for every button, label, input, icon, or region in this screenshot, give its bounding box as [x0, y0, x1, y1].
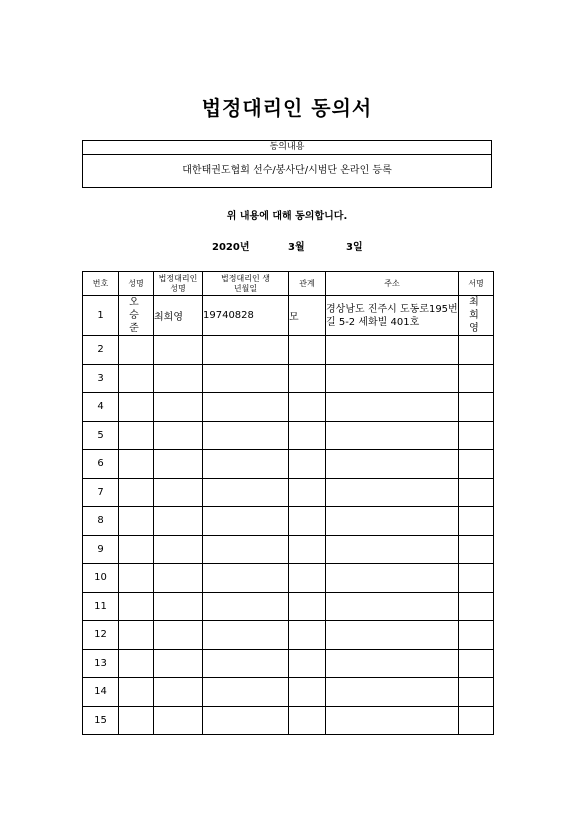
- row-name: [119, 421, 154, 450]
- date-month: 3월: [288, 242, 305, 253]
- table-row: [83, 421, 494, 450]
- row-name: [119, 393, 154, 422]
- row-address: [326, 678, 459, 707]
- row-guardian-birth: [203, 564, 289, 593]
- row-guardian-name: [154, 678, 203, 707]
- row-address: [326, 507, 459, 536]
- row-guardian-name: [154, 621, 203, 650]
- row-signature: [459, 706, 494, 735]
- table-row: [83, 649, 494, 678]
- row-number: 7: [83, 478, 119, 507]
- row-relation: [289, 421, 326, 450]
- row-relation: [289, 564, 326, 593]
- row-address: [326, 706, 459, 735]
- row-guardian-birth: [203, 535, 289, 564]
- row-guardian-birth: [203, 649, 289, 678]
- table-row: [83, 507, 494, 536]
- row-relation: [289, 706, 326, 735]
- table-row: [83, 296, 494, 336]
- row-relation: [289, 478, 326, 507]
- row-signature: [459, 564, 494, 593]
- row-signature: 최 희 영: [459, 296, 494, 336]
- row-signature: [459, 393, 494, 422]
- row-number: 8: [83, 507, 119, 536]
- row-address: [326, 478, 459, 507]
- row-number: 10: [83, 564, 119, 593]
- row-relation: [289, 649, 326, 678]
- header-no: 번호: [83, 272, 119, 296]
- row-guardian-birth: [203, 592, 289, 621]
- row-number: 2: [83, 336, 119, 365]
- row-relation: [289, 393, 326, 422]
- row-relation: [289, 336, 326, 365]
- row-address: [326, 393, 459, 422]
- row-guardian-birth: [203, 364, 289, 393]
- row-name: [119, 450, 154, 479]
- row-number: 4: [83, 393, 119, 422]
- row-name: [119, 564, 154, 593]
- row-guardian-name: [154, 478, 203, 507]
- row-guardian-birth: [203, 393, 289, 422]
- row-address: [326, 421, 459, 450]
- row-address: [326, 364, 459, 393]
- row-number: 11: [83, 592, 119, 621]
- row-guardian-name: [154, 706, 203, 735]
- row-signature: [459, 678, 494, 707]
- row-address: [326, 649, 459, 678]
- row-signature: [459, 592, 494, 621]
- row-relation: [289, 364, 326, 393]
- row-number: 6: [83, 450, 119, 479]
- table-row: [83, 621, 494, 650]
- row-guardian-name: [154, 393, 203, 422]
- row-signature: [459, 649, 494, 678]
- row-guardian-birth: [203, 678, 289, 707]
- header-guardian-birth: 법정대리인 생년월일: [203, 272, 289, 296]
- row-guardian-name: [154, 336, 203, 365]
- row-guardian-birth: [203, 450, 289, 479]
- row-guardian-name: [154, 507, 203, 536]
- row-signature: [459, 478, 494, 507]
- row-guardian-birth: [203, 336, 289, 365]
- row-name: [119, 507, 154, 536]
- row-address: [326, 535, 459, 564]
- table-row: [83, 678, 494, 707]
- row-address: [326, 450, 459, 479]
- row-guardian-name: [154, 364, 203, 393]
- row-number: 12: [83, 621, 119, 650]
- row-guardian-name: [154, 649, 203, 678]
- row-guardian-birth: [203, 478, 289, 507]
- row-guardian-birth: [203, 507, 289, 536]
- row-number: 14: [83, 678, 119, 707]
- row-address: [326, 592, 459, 621]
- row-signature: [459, 621, 494, 650]
- document-title: 법정대리인 동의서: [201, 96, 373, 120]
- header-signature: 서명: [459, 272, 494, 296]
- row-guardian-name: [154, 450, 203, 479]
- row-number: 15: [83, 706, 119, 735]
- row-name: [119, 649, 154, 678]
- row-number: 5: [83, 421, 119, 450]
- table-row: [83, 478, 494, 507]
- row-relation: [289, 592, 326, 621]
- table-header-row: [83, 272, 494, 296]
- table-row: [83, 706, 494, 735]
- row-relation: [289, 450, 326, 479]
- consent-text: 대한태권도협회 선수/봉사단/시범단 온라인 등록: [182, 165, 392, 176]
- header-guardian-name: 법정대리인 성명: [154, 272, 203, 296]
- row-name: 오 승 준: [119, 296, 154, 336]
- agreement-statement: 위 내용에 대해 동의합니다.: [226, 211, 348, 222]
- row-number: 9: [83, 535, 119, 564]
- row-guardian-name: [154, 421, 203, 450]
- row-name: [119, 621, 154, 650]
- row-name: [119, 535, 154, 564]
- row-guardian-birth: [203, 621, 289, 650]
- row-guardian-birth: 19740828: [203, 296, 289, 336]
- table-row: [83, 450, 494, 479]
- row-signature: [459, 535, 494, 564]
- date-year: 2020년: [212, 242, 250, 253]
- header-name: 성명: [119, 272, 154, 296]
- table-row: [83, 564, 494, 593]
- table-row: [83, 364, 494, 393]
- row-signature: [459, 421, 494, 450]
- row-address: [326, 564, 459, 593]
- guardian-table: [82, 271, 494, 735]
- table-row: [83, 535, 494, 564]
- row-address: 경상남도 진주시 도동로195번길 5-2 세화빌 401호: [326, 296, 459, 336]
- date-day: 3일: [346, 242, 363, 253]
- row-relation: [289, 507, 326, 536]
- table-row: [83, 393, 494, 422]
- row-guardian-name: [154, 564, 203, 593]
- table-row: [83, 592, 494, 621]
- row-relation: [289, 678, 326, 707]
- row-guardian-birth: [203, 706, 289, 735]
- header-relation: 관계: [289, 272, 326, 296]
- consent-box: [82, 140, 492, 188]
- row-name: [119, 478, 154, 507]
- row-name: [119, 678, 154, 707]
- table-row: [83, 336, 494, 365]
- row-address: [326, 336, 459, 365]
- row-guardian-name: [154, 535, 203, 564]
- row-address: [326, 621, 459, 650]
- row-relation: 모: [289, 296, 326, 336]
- row-signature: [459, 450, 494, 479]
- row-guardian-name: 최희영: [154, 296, 203, 336]
- row-name: [119, 364, 154, 393]
- row-name: [119, 336, 154, 365]
- row-guardian-name: [154, 592, 203, 621]
- row-number: 1: [83, 296, 119, 336]
- row-name: [119, 592, 154, 621]
- row-signature: [459, 364, 494, 393]
- row-number: 3: [83, 364, 119, 393]
- header-address: 주소: [326, 272, 459, 296]
- row-relation: [289, 535, 326, 564]
- row-relation: [289, 621, 326, 650]
- row-guardian-birth: [203, 421, 289, 450]
- row-signature: [459, 507, 494, 536]
- row-name: [119, 706, 154, 735]
- consent-header: 동의내용: [83, 141, 491, 155]
- row-number: 13: [83, 649, 119, 678]
- row-signature: [459, 336, 494, 365]
